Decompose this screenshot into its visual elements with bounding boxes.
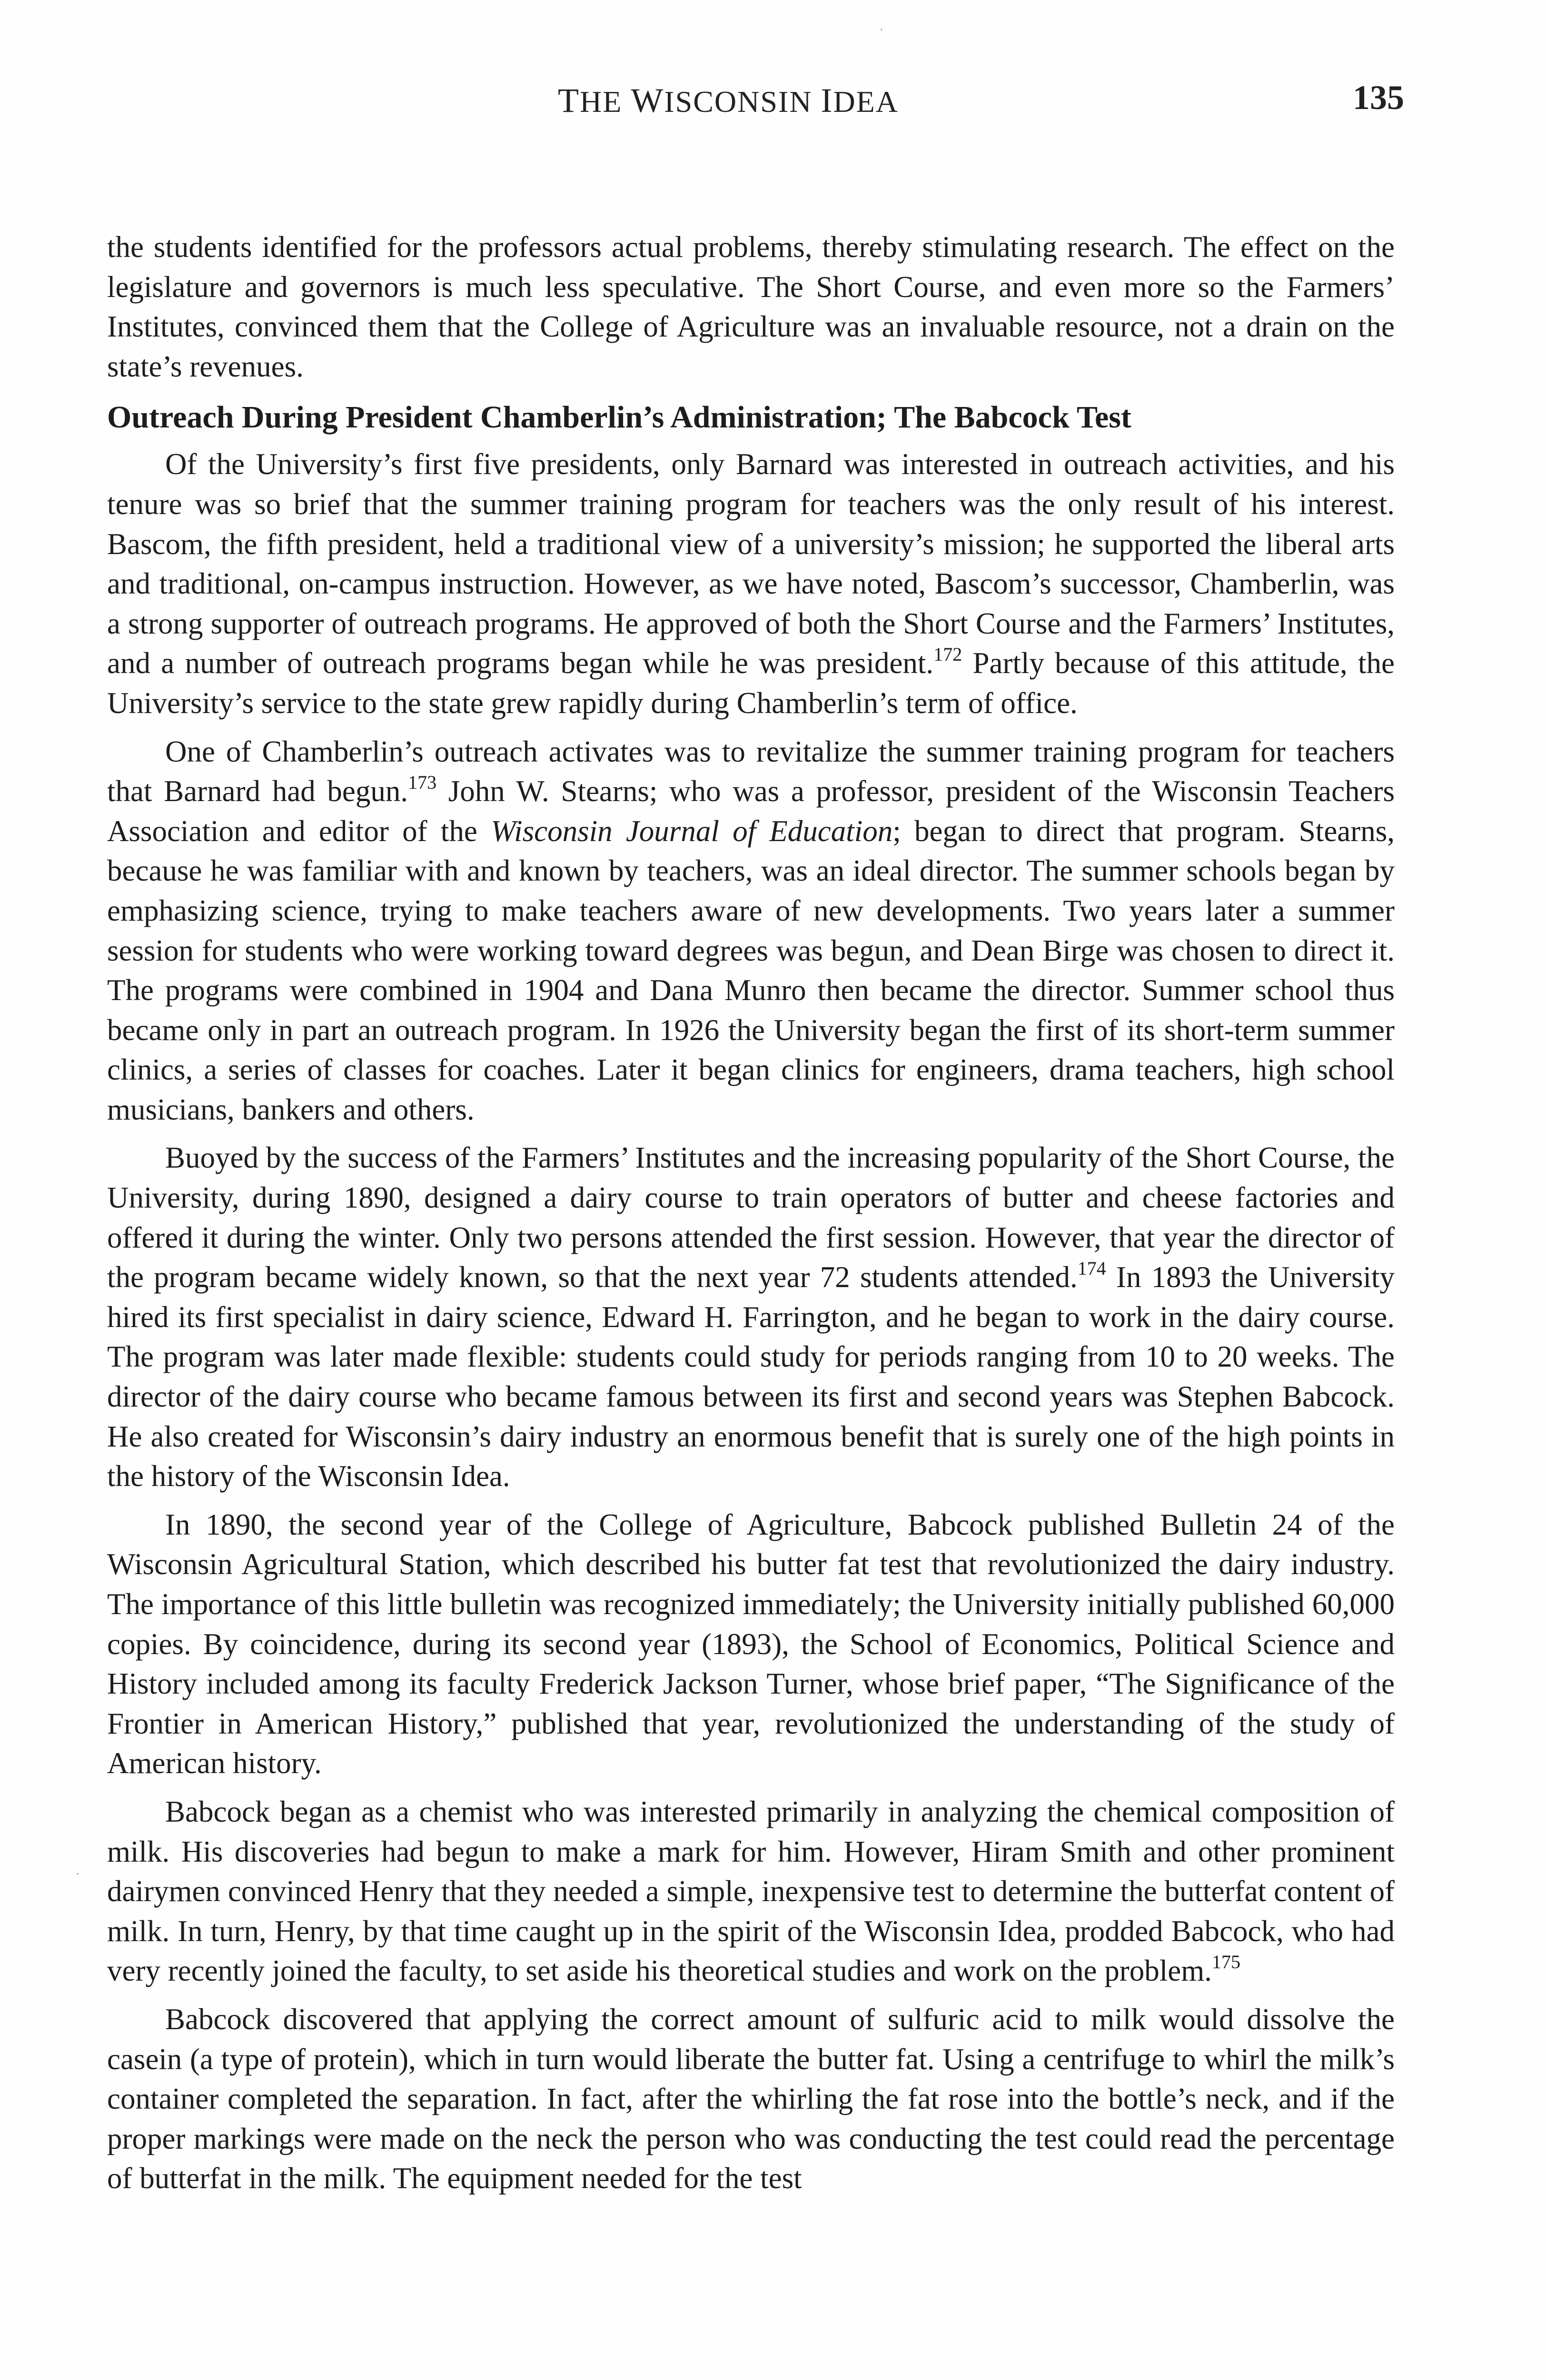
- section-heading: Outreach During President Chamberlin’s Administration; The Babcock Test: [107, 400, 1131, 435]
- continued-paragraph: the students identified for the professors actual problems, thereby stimulating research. The effect on the legislature and governors is much less speculative. The Short Course, and even more so the Farmers’ Institutes, convinced them that the College of Agriculture was an invaluable resource, not a drain on the state’s revenues.: [107, 230, 1395, 383]
- paragraph-presidents: Of the University’s first five presidents, only Barnard was interested in outreach activities, and his tenure was so brief that the summer training program for teachers was the only result of his interest. Bascom, the fifth president, held a traditional view of a university’s mission; he supported the liberal arts and traditional, on-campus instruction. However, as we have noted, Bascom’s successor, Chamberlin, was a strong supporter of outreach programs. He approved of both the Short Course and the Farmers’ Institutes, and a number of outreach programs began while he was president.$^{172}$ Partly because of this attitude, the University’s service to the state grew rapidly during Chamberlin’s term of office.: [107, 447, 1395, 720]
- paragraph-summer-school: One of Chamberlin’s outreach activates was to revitalize the summer training program for teachers that Barnard had begun.$^{173}$ John W. Stearns; who was a professor, president of the Wisconsin Teachers Association and editor of the Wisconsin Journal of Education; began to direct that program. Stearns, because he was familiar with and known by teachers, was an ideal director. The summer schools began by emphasizing science, trying to make teachers aware of new developments. Two years later a summer session for students who were working toward degrees was begun, and Dean Birge was chosen to direct it. The programs were combined in 1904 and Dana Munro then became the director. Summer school thus became only in part an outreach program. In 1926 the University began the first of its short-term summer clinics, a series of classes for coaches. Later it began clinics for engineers, drama teachers, high school musicians, bankers and others.: [107, 734, 1395, 1126]
- footnote-ref-172: 172: [933, 644, 962, 665]
- running-head: THE WISCONSIN IDEA: [558, 81, 899, 119]
- footnote-ref-174: 174: [1077, 1258, 1106, 1279]
- scan-speck: [881, 29, 882, 30]
- paragraph-babcock-chemist: Babcock began as a chemist who was interested primarily in analyzing the chemical composition of milk. His discoveries had begun to make a mark for him. However, Hiram Smith and other prominent dairymen convinced Henry that they needed a simple, inexpensive test to determine the butterfat content of milk. In turn, Henry, by that time caught up in the spirit of the Wisconsin Idea, prodded Babcock, who had very recently joined the faculty, to set aside his theoretical studies and work on the problem.$^{175}$: [107, 1795, 1395, 1988]
- text-column: [107, 228, 1395, 2199]
- paragraph-dairy-course: Buoyed by the success of the Farmers’ Institutes and the increasing popularity of the Short Course, the University, during 1890, designed a dairy course to train operators of butter and cheese factories and offered it during the winter. Only two persons attended the first session. However, that year the director of the program became widely known, so that the next year 72 students attended.$^{174}$ In 1893 the University hired its first specialist in dairy science, Edward H. Farrington, and he began to work in the dairy course. The program was later made flexible: students could study for periods ranging from 10 to 20 weeks. The director of the dairy course who became famous between its first and second years was Stephen Babcock. He also created for Wisconsin’s dairy industry an enormous benefit that is surely one of the high points in the history of the Wisconsin Idea.: [107, 1141, 1395, 1493]
- paragraph-babcock-test: Babcock discovered that applying the correct amount of sulfuric acid to milk would dissolve the casein (a type of protein), which in turn would liberate the butter fat. Using a centrifuge to whirl the milk’s container completed the separation. In fact, after the whirling the fat rose into the bottle’s neck, and if the proper markings were made on the neck the person who was conducting the test could read the percentage of butterfat in the milk. The equipment needed for the test: [107, 2002, 1395, 2195]
- journal-title: Wisconsin Journal of Education: [491, 814, 893, 848]
- page-number: 135: [1353, 79, 1404, 117]
- footnote-ref-175: 175: [1211, 1951, 1240, 1973]
- paragraph-bulletin-24: In 1890, the second year of the College of Agriculture, Babcock published Bulletin 24 of the Wisconsin Agricultural Station, which described his butter fat test that revolutionized the dairy industry. The importance of this little bulletin was recognized immediately; the University initially published 60,000 copies. By coincidence, during its second year (1893), the School of Economics, Political Science and History included among its faculty Frederick Jackson Turner, whose brief paper, “The Significance of the Frontier in American History,” published that year, revolutionized the understanding of the study of American history.: [107, 1507, 1395, 1780]
- footnote-ref-173: 173: [408, 772, 437, 793]
- scan-speck: [76, 1873, 79, 1874]
